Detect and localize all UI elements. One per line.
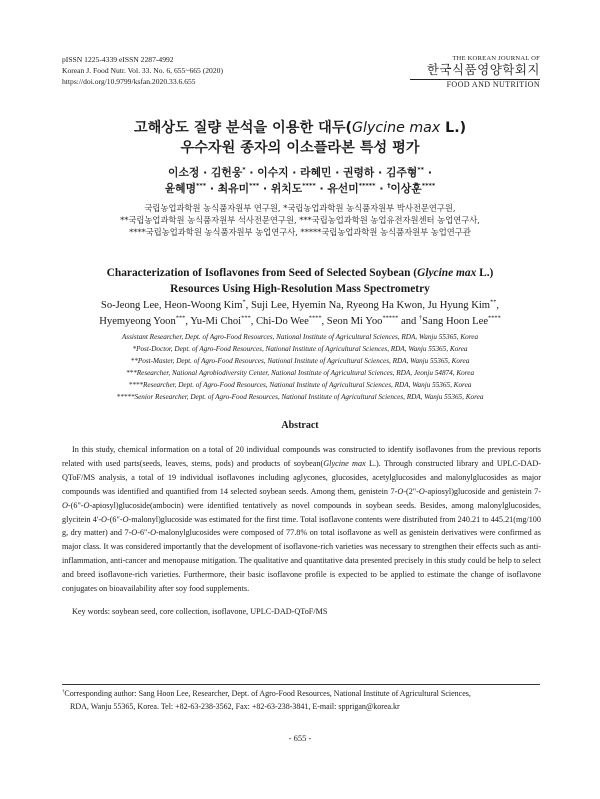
english-authors-line1: So-Jeong Lee, Heon-Woong Kim*, Suji Lee, Hyemin Na, Ryeong Ha Kwon, Ju Hyung Kim**, — [100, 298, 500, 311]
corresponding-author-footnote — [62, 688, 542, 713]
dagger-mark: † — [62, 689, 65, 695]
journal-logo — [410, 55, 540, 89]
volume-line: Korean J. Food Nutr. Vol. 33. No. 6, 655~665 (2020) — [62, 66, 223, 75]
issn-line: pISSN 1225-4339 eISSN 2287-4992 — [62, 55, 174, 64]
english-authors — [0, 298, 600, 330]
korean-title-line2: 우수자원 종자의 이소플라본 특성 평가 — [180, 140, 420, 156]
doi-link[interactable]: https://doi.org/10.9799/ksfan.2020.33.6.655 — [62, 77, 196, 86]
english-title — [0, 265, 600, 297]
korean-authors-line2: 윤혜명*** · 최유미*** · 위치도**** · 유선미***** · †이상훈**** — [164, 180, 436, 195]
keywords: Key words: soybean seed, core collection, isoflavone, UPLC-DAD-QToF/MS — [72, 607, 328, 616]
english-affiliation-line: **Post-Master, Dept. of Agro-Food Resources, National Institute of Agricultural Sciences, RDA, Wanju 55365, Korea — [130, 357, 470, 365]
footnote-line2: RDA, Wanju 55365, Korea. Tel: +82-63-238-3562, Fax: +82-63-238-3841, E-mail: spprigan@korea.kr — [70, 701, 400, 711]
korean-affiliations — [0, 203, 600, 238]
korean-affiliation-line: **국립농업과학원 농식품자원부 석사전문연구원, ***국립농업과학원 농업유전자원센터 농업연구사, — [120, 214, 480, 225]
korean-affiliation-line: ****국립농업과학원 농식품자원부 농업연구사, *****국립농업과학원 농식품자원부 농업연구관 — [129, 226, 471, 237]
journal-name-en-top: THE KOREAN JOURNAL OF — [452, 55, 540, 62]
journal-name-ko: 한국식품영양학회지 — [410, 62, 540, 80]
english-title-line2: Resources Using High-Resolution Mass Spectrometry — [170, 283, 430, 295]
korean-title-line1: 고해상도 질량 분석을 이용한 대두(Glycine max L.) — [133, 120, 467, 136]
page-number: - 655 - — [288, 733, 312, 743]
english-affiliation-line: *Post-Doctor, Dept. of Agro-Food Resources, National Institute of Agricultural Sciences, RDA, Wanju 55365, Korea — [132, 345, 468, 353]
abstract-body: In this study, chemical information on a total of 20 individual compounds was constructed to identify isoflavones from the previous reports related with used parts(seeds, leaves, stems, pods) and products of soybean(Glycine max L.). Through constructed library and UPLC-DAD-QToF/MS analysis, a total of 19 individual isoflavones including aglycones, glucosides, acetylglucosides and malonylglucosides as major compounds was identified and quantified from 14 selected soybean seeds. Among them, genistein 7-O-(2"-O-apiosyl)glucoside and genistein 7-O-(6"-O-apiosyl)glucoside(ambocin) were identified tentatively as novel compounds in soybean seeds. Besides, among malonylglucosides, glycitein 4'-O-(6"-O-malonyl)glucoside was estimated for the first time. Total isoflavone contents were distributed from 240.21 to 445.21(mg/100 g, dry matter) and 7-O-6"-O-malonylglucosides were composed of 77.8% on total isoflavone as well as genistein derivatives were confirmed as major class. It was considered importantly that the development of isoflavone-rich varieties was necessary to strengthen their effects such as anti-inflammation, anti-cancer and menopause mitigation. The qualitative and quantitative data presented precisely in this study could be help to select and breed isoflavone-rich varieties. Furthermore, their basic isoflavone profile is expected to be applied to estimate the change of isoflavone conjugates on bioavailability after soy food supplements. — [62, 445, 541, 594]
english-affiliation-line: ****Researcher, Dept. of Agro-Food Resources, National Institute of Agricultural Sciences, RDA, Wanju 55365, Korea — [128, 381, 472, 389]
journal-citation — [62, 54, 223, 87]
english-affiliation-line: *****Senior Researcher, Dept. of Agro-Food Resources, National Institute of Agricultural Sciences, RDA, Wanju 55365, Korea — [116, 393, 484, 401]
korean-title — [0, 118, 600, 158]
english-authors-line2: Hyemyeong Yoon***, Yu-Mi Choi***, Chi-Do Wee****, Seon Mi Yoo***** and †Sang Hoon Lee**** — [99, 314, 501, 327]
journal-name-en-bottom: FOOD AND NUTRITION — [446, 80, 540, 89]
footnote-line1: †Corresponding author: Sang Hoon Lee, Researcher, Dept. of Agro-Food Resources, National Institute of Agricultural Sciences, — [62, 689, 471, 698]
english-title-line1: Characterization of Isoflavones from Seed of Selected Soybean (Glycine max L.) — [106, 267, 494, 279]
korean-authors-line1: 이소정 · 김헌웅* · 이수지 · 라혜민 · 권령하 · 김주형** · — [168, 165, 432, 179]
english-affiliations — [0, 331, 600, 403]
footnote-divider — [62, 684, 540, 685]
english-affiliation-line: ***Researcher, National Agrobiodiversity Center, National Institute of Agricultural Sciences, RDA, Jeonju 54874, Korea — [125, 369, 475, 377]
korean-authors — [0, 165, 600, 196]
english-affiliation-line: Assistant Researcher, Dept. of Agro-Food Resources, National Institute of Agricultural Sciences, RDA, Wanju 55365, Korea — [121, 333, 479, 341]
korean-affiliation-line: 국립농업과학원 농식품자원부 연구원, *국립농업과학원 농식품자원부 박사전문연구원, — [144, 203, 456, 213]
abstract-heading: Abstract — [281, 420, 319, 431]
